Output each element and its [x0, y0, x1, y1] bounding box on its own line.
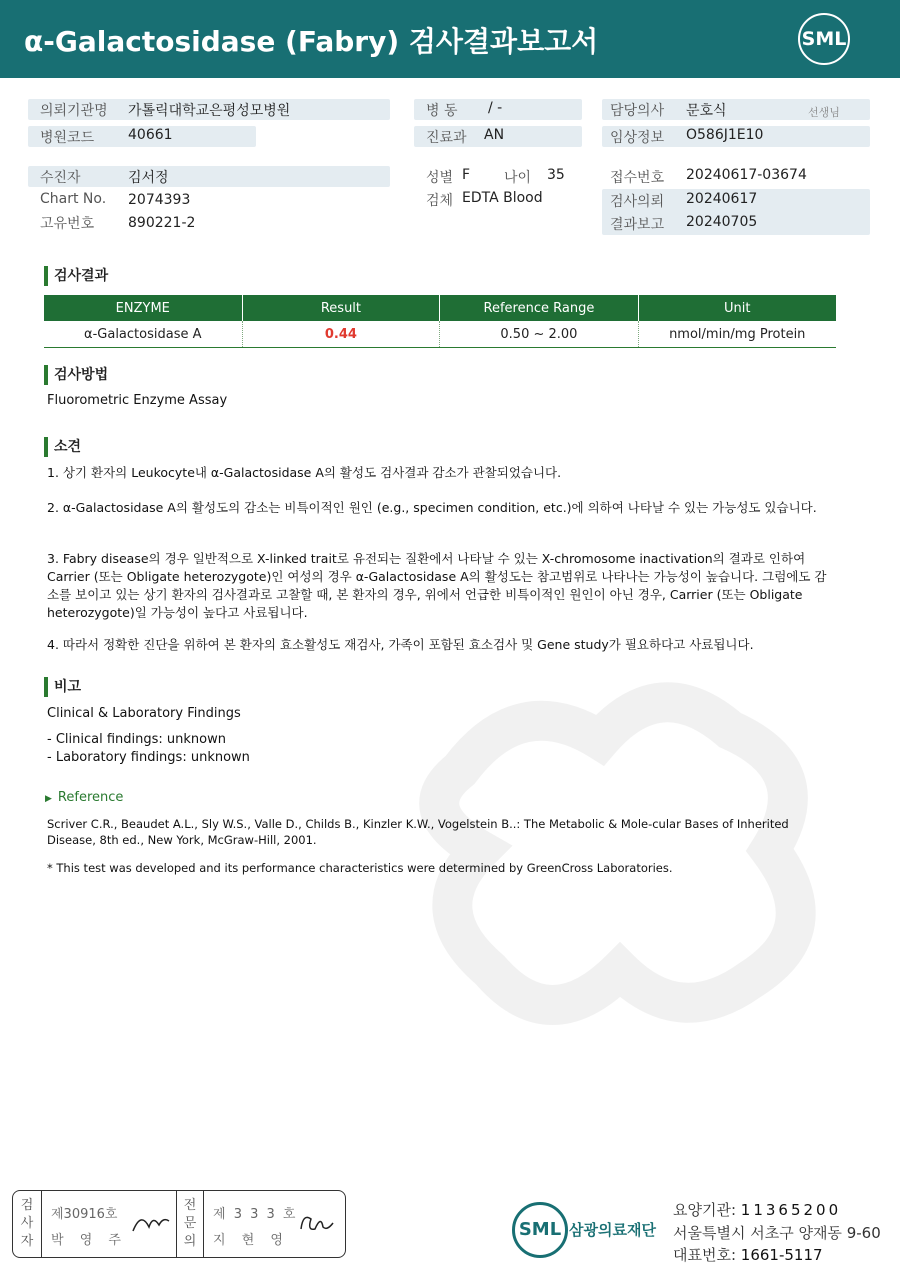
request-date-value: 20240617 — [686, 191, 758, 207]
finding-1: 1. 상기 환자의 Leukocyte내 α-Galactosidase A의 활성도 검사결과 감소가 관찰되었습니다. — [47, 465, 562, 480]
specialist-license: 제 3 3 3 호 — [213, 1207, 298, 1222]
examiner-name: 박 영 주 — [51, 1233, 127, 1248]
finding-3: 3. Fabry disease의 경우 일반적으로 X-linked trait로 유전되는 질환에서 나타날 수 있는 X-chromosome inactivation의 결과로 인하여 Carrier (또는 Obligate heterozygote)인 여성의 경우 α-Galactosidase A의 활성도는 참고범위로 나타나는 가능성이 높습니다. 그럼에도 감소를 보이고 있는 상기 환자의 검사결과로 고찰할 때, 본 환자의 경우, 위에서 언급한 비특이적인 원인이 아닌 경우, Carrier (또는 Obligate heterozygote)일 가능성이 높다고 사료됩니다. — [47, 551, 827, 620]
remarks-heading: 비고 — [44, 677, 81, 697]
clinical-value: O586J1E10 — [686, 127, 764, 143]
remarks-title: Clinical & Laboratory Findings — [47, 706, 241, 721]
results-heading: 검사결과 — [44, 266, 108, 286]
col-reference: Reference Range — [440, 295, 638, 321]
enzyme-cell: α-Galactosidase A — [44, 321, 242, 348]
examiner-license: 제30916호 — [51, 1207, 118, 1222]
phone — [673, 1244, 823, 1265]
result-cell: 0.44 — [242, 321, 440, 348]
doctor-suffix: 선생님 — [808, 106, 840, 119]
triangle-icon: ▶ — [45, 794, 52, 804]
sml-footer-logo: SML — [512, 1202, 568, 1258]
institution-code-value: 11365200 — [740, 1201, 842, 1219]
institution-value: 가톨릭대학교은평성모병원 — [128, 103, 291, 119]
institution-code-label: 요양기관: — [673, 1201, 737, 1219]
remarks-laboratory: - Laboratory findings: unknown — [47, 750, 250, 765]
unique-id-value: 890221-2 — [128, 215, 196, 231]
specialist-signature — [297, 1209, 337, 1237]
finding-4: 4. 따라서 정확한 진단을 위하여 본 환자의 효소활성도 재검사, 가족이 포함된 효소검사 및 Gene study가 필요하다고 사료됩니다. — [47, 637, 754, 652]
sml-logo: SML — [798, 13, 850, 65]
divider — [203, 1191, 204, 1257]
specialist-vertical-label: 전 문 의 — [183, 1198, 197, 1249]
institution-label: 의뢰기관명 — [40, 103, 108, 119]
ward-label: 병 동 — [426, 103, 458, 119]
chart-no-value: 2074393 — [128, 192, 191, 208]
hospital-code-label: 병원코드 — [40, 130, 95, 146]
dept-label: 진료과 — [426, 130, 467, 146]
divider — [41, 1191, 42, 1257]
unit-cell: nmol/min/mg Protein — [638, 321, 836, 348]
institution-code — [673, 1199, 841, 1220]
results-table — [44, 295, 836, 348]
table-row — [44, 321, 836, 348]
hospital-code-value: 40661 — [128, 127, 173, 143]
age-label: 나이 — [504, 170, 532, 186]
examiner-vertical-label: 검 사 자 — [20, 1198, 34, 1249]
remarks-clinical: - Clinical findings: unknown — [47, 732, 226, 747]
phone-label: 대표번호: — [673, 1246, 737, 1264]
clinical-label: 임상정보 — [610, 130, 665, 146]
report-header — [0, 0, 900, 78]
sex-value: F — [462, 167, 471, 183]
findings-heading: 소견 — [44, 437, 81, 457]
receipt-label: 접수번호 — [610, 170, 665, 186]
specimen-value: EDTA Blood — [462, 190, 543, 206]
watermark-logo — [400, 650, 850, 1050]
address: 서울특별시 서초구 양재동 9-60 — [673, 1224, 881, 1242]
method-heading: 검사방법 — [44, 365, 108, 385]
request-date-label: 검사의뢰 — [610, 194, 665, 210]
report-date-value: 20240705 — [686, 214, 758, 230]
examinee-value: 김서정 — [128, 170, 169, 186]
examiner-signature — [131, 1207, 171, 1237]
specialist-name: 지 현 영 — [213, 1233, 289, 1248]
report-date-label: 결과보고 — [610, 217, 665, 233]
doctor-value: 문호식 — [686, 103, 727, 119]
examinee-label: 수진자 — [40, 170, 81, 186]
col-result: Result — [242, 295, 440, 321]
finding-2: 2. α-Galactosidase A의 활성도의 감소는 비특이적인 원인 (e.g., specimen condition, etc.)에 의하여 나타날 수 있는 가능성도 있습니다. — [47, 500, 817, 515]
receipt-value: 20240617-03674 — [686, 167, 807, 183]
ward-value: / - — [488, 100, 503, 116]
sex-label: 성별 — [426, 170, 454, 186]
divider — [176, 1191, 177, 1257]
reference-label: Reference — [57, 790, 124, 805]
reference-cell: 0.50 ~ 2.00 — [440, 321, 638, 348]
organization-name: 삼광의료재단 — [569, 1221, 656, 1239]
reference-heading — [45, 790, 123, 805]
specimen-label: 검체 — [426, 193, 454, 209]
report-title: α-Galactosidase (Fabry) 검사결과보고서 — [24, 25, 599, 58]
signature-box — [12, 1190, 346, 1258]
reference-text: Scriver C.R., Beaudet A.L., Sly W.S., Valle D., Childs B., Kinzler K.W., Vogelstein B..: The Metabolic & Mole-cular Bases of Inherited Disease, 8th ed., New York, McGraw-Hill, 2001. — [47, 817, 789, 847]
phone-value: 1661-5117 — [740, 1246, 823, 1264]
dept-value: AN — [484, 127, 505, 143]
method-text: Fluorometric Enzyme Assay — [47, 393, 228, 408]
col-unit: Unit — [638, 295, 836, 321]
disclaimer-text: * This test was developed and its performance characteristics were determined by GreenCross Laboratories. — [47, 861, 673, 875]
doctor-label: 담당의사 — [610, 103, 665, 119]
unique-id-label: 고유번호 — [40, 216, 95, 232]
chart-no-label: Chart No. — [40, 191, 107, 207]
col-enzyme: ENZYME — [44, 295, 242, 321]
examinee-row-bg — [28, 166, 390, 187]
age-value: 35 — [547, 167, 565, 183]
